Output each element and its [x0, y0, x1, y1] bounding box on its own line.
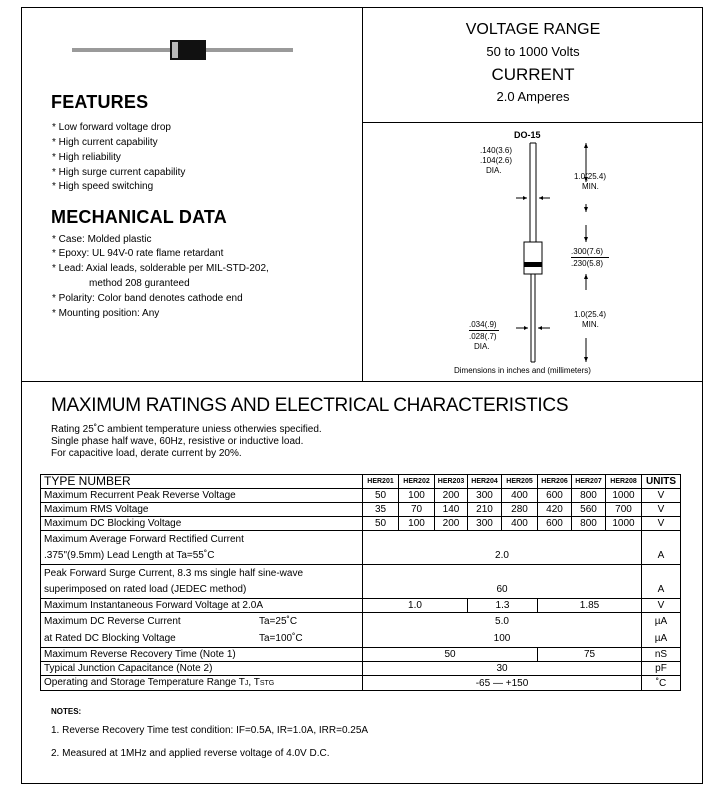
right-panel-divider	[362, 122, 703, 123]
dim-text: .104(2.6)	[480, 156, 513, 165]
value-cell: 200	[435, 517, 468, 531]
mechanical-item: * Epoxy: UL 94V-0 rate flame retardant	[52, 248, 224, 259]
features-title: FEATURES	[51, 92, 149, 112]
table-row	[41, 599, 681, 613]
value-cell: 140	[435, 503, 468, 517]
table-row	[41, 648, 681, 662]
value-cell: 50	[363, 648, 538, 662]
type-header-cell: HER205	[502, 475, 538, 489]
value-cell: 5.0	[363, 613, 642, 631]
value-cell: 1.85	[538, 599, 642, 613]
value-cell: 600	[538, 517, 572, 531]
mechanical-item: * Case: Molded plastic	[52, 234, 152, 245]
value-cell: 800	[572, 489, 606, 503]
value-cell: 50	[363, 489, 399, 503]
cathode-band	[524, 262, 542, 267]
dim-text: .140(3.6)	[480, 146, 513, 155]
feature-item: * High surge current capability	[52, 167, 186, 178]
feature-item: * Low forward voltage drop	[52, 122, 171, 133]
table-row	[41, 613, 681, 631]
dim-text: .034(.9)	[469, 320, 497, 329]
top-vertical-divider	[362, 7, 363, 382]
value-cell: 1000	[606, 489, 642, 503]
value-cell: 1.3	[468, 599, 538, 613]
param-label: Maximum DC Blocking Voltage	[41, 517, 363, 531]
ratings-intro: Single phase half wave, 60Hz, resistive or inductive load.	[51, 436, 304, 447]
table-row	[41, 581, 681, 599]
type-number-header: TYPE NUMBER	[41, 475, 363, 489]
table-row	[41, 489, 681, 503]
top-section-divider	[21, 381, 703, 382]
type-header-cell: HER203	[435, 475, 468, 489]
table-row	[41, 503, 681, 517]
param-label-text: , T	[248, 677, 260, 688]
type-header-cell: HER206	[538, 475, 572, 489]
ratings-intro: For capacitive load, derate current by 20%.	[51, 448, 242, 459]
voltage-range-title: VOLTAGE RANGE	[465, 21, 601, 38]
mechanical-item: method 208 guranteed	[89, 278, 190, 289]
value-cell: 600	[538, 489, 572, 503]
feature-item: * High reliability	[52, 152, 121, 163]
dimensions-caption: Dimensions in inches and (millimeters)	[454, 366, 591, 375]
dim-text: MIN.	[582, 320, 599, 329]
table-row	[41, 531, 681, 548]
value-cell: 200	[435, 489, 468, 503]
param-label	[41, 676, 363, 691]
value-cell: 560	[572, 503, 606, 517]
note-item: 2. Measured at 1MHz and applied reverse voltage of 4.0V D.C.	[51, 748, 330, 759]
note-item: 1. Reverse Recovery Time test condition: IF=0.5A, IR=1.0A, IRR=0.25A	[51, 725, 369, 736]
feature-item: * High current capability	[52, 137, 158, 148]
value-cell: 30	[363, 662, 642, 676]
value-cell: 100	[363, 630, 642, 648]
param-label: Maximum RMS Voltage	[41, 503, 363, 517]
dim-text: 1.0(25.4)	[574, 172, 607, 181]
dim-fraction-line	[469, 330, 499, 331]
ratings-intro: Rating 25˚C ambient temperature uniess otherwies specified.	[51, 424, 322, 435]
dim-fraction-line	[571, 257, 609, 258]
param-label: superimposed on rated load (JEDEC method)	[41, 581, 363, 599]
param-subscript: J	[244, 680, 249, 687]
value-cell: 800	[572, 517, 606, 531]
type-header-cell: HER202	[399, 475, 435, 489]
param-label	[41, 630, 363, 648]
value-cell: 35	[363, 503, 399, 517]
value-cell: 420	[538, 503, 572, 517]
value-cell: 400	[502, 517, 538, 531]
param-label: Maximum Reverse Recovery Time (Note 1)	[41, 648, 363, 662]
unit-cell: V	[642, 503, 681, 517]
value-cell: 70	[399, 503, 435, 517]
mechanical-title: MECHANICAL DATA	[51, 207, 227, 227]
table-header-row	[41, 475, 681, 489]
package-name: DO-15	[514, 130, 541, 140]
param-label: Typical Junction Capacitance (Note 2)	[41, 662, 363, 676]
table-row	[41, 630, 681, 648]
value-cell: 700	[606, 503, 642, 517]
table-row	[41, 676, 681, 691]
param-label-text: Operating and Storage Temperature Range T	[44, 677, 245, 688]
param-label	[41, 613, 363, 631]
type-header-cell: HER207	[572, 475, 606, 489]
value-cell-spacer	[363, 565, 642, 582]
value-cell: 100	[399, 489, 435, 503]
param-label: .375"(9.5mm) Lead Length at Ta=55˚C	[41, 547, 363, 565]
notes-title: NOTES:	[51, 707, 82, 716]
param-label-text: Maximum DC Reverse Current	[44, 616, 181, 627]
type-header-cell: HER208	[606, 475, 642, 489]
value-cell: 50	[363, 517, 399, 531]
value-cell: 300	[468, 517, 502, 531]
unit-cell: V	[642, 489, 681, 503]
unit-cell: µA	[642, 613, 681, 631]
dim-text: MIN.	[582, 182, 599, 191]
unit-cell: A	[642, 547, 681, 565]
unit-cell-spacer	[642, 531, 681, 548]
current-value: 2.0 Amperes	[496, 89, 570, 104]
param-subscript: STG	[259, 680, 275, 687]
unit-cell: µA	[642, 630, 681, 648]
type-header-cell: HER204	[468, 475, 502, 489]
unit-cell: V	[642, 599, 681, 613]
value-cell: 60	[363, 581, 642, 599]
value-cell: 300	[468, 489, 502, 503]
value-cell: 75	[538, 648, 642, 662]
mechanical-item: * Polarity: Color band denotes cathode end	[52, 293, 243, 304]
unit-cell: ˚C	[642, 676, 681, 691]
dim-text: .028(.7)	[469, 332, 497, 341]
param-condition: Ta=100˚C	[259, 633, 303, 644]
table-row	[41, 547, 681, 565]
unit-cell: V	[642, 517, 681, 531]
value-cell: 280	[502, 503, 538, 517]
voltage-range-value: 50 to 1000 Volts	[486, 44, 580, 59]
param-label: Maximum Instantaneous Forward Voltage at 2.0A	[41, 599, 363, 613]
value-cell: 100	[399, 517, 435, 531]
value-cell: 2.0	[363, 547, 642, 565]
units-header: UNITS	[642, 475, 681, 489]
table-row	[41, 517, 681, 531]
value-cell: 1.0	[363, 599, 468, 613]
table-row	[41, 565, 681, 582]
dim-text: .300(7.6)	[571, 247, 604, 256]
table-row	[41, 662, 681, 676]
current-title: CURRENT	[491, 65, 575, 84]
unit-cell: pF	[642, 662, 681, 676]
mechanical-item: * Lead: Axial leads, solderable per MIL-STD-202,	[52, 263, 269, 274]
value-cell: -65 — +150	[363, 676, 642, 691]
value-cell: 1000	[606, 517, 642, 531]
value-cell-spacer	[363, 531, 642, 548]
ratings-table	[40, 474, 681, 691]
unit-cell: A	[642, 581, 681, 599]
unit-cell-spacer	[642, 565, 681, 582]
value-cell: 400	[502, 489, 538, 503]
type-header-cell: HER201	[363, 475, 399, 489]
feature-item: * High speed switching	[52, 181, 154, 192]
dim-text: DIA.	[474, 342, 490, 351]
param-label-text: at Rated DC Blocking Voltage	[44, 633, 176, 644]
dim-text: .230(5.8)	[571, 259, 604, 268]
param-label: Peak Forward Surge Current, 8.3 ms single half sine-wave	[41, 565, 363, 582]
param-label: Maximum Recurrent Peak Reverse Voltage	[41, 489, 363, 503]
dim-text: 1.0(25.4)	[574, 310, 607, 319]
ratings-title: MAXIMUM RATINGS AND ELECTRICAL CHARACTERISTICS	[51, 395, 569, 416]
param-condition: Ta=25˚C	[259, 616, 298, 627]
unit-cell: nS	[642, 648, 681, 662]
value-cell: 210	[468, 503, 502, 517]
dim-text: DIA.	[486, 166, 502, 175]
mechanical-item: * Mounting position: Any	[52, 308, 160, 319]
param-label: Maximum Average Forward Rectified Current	[41, 531, 363, 548]
